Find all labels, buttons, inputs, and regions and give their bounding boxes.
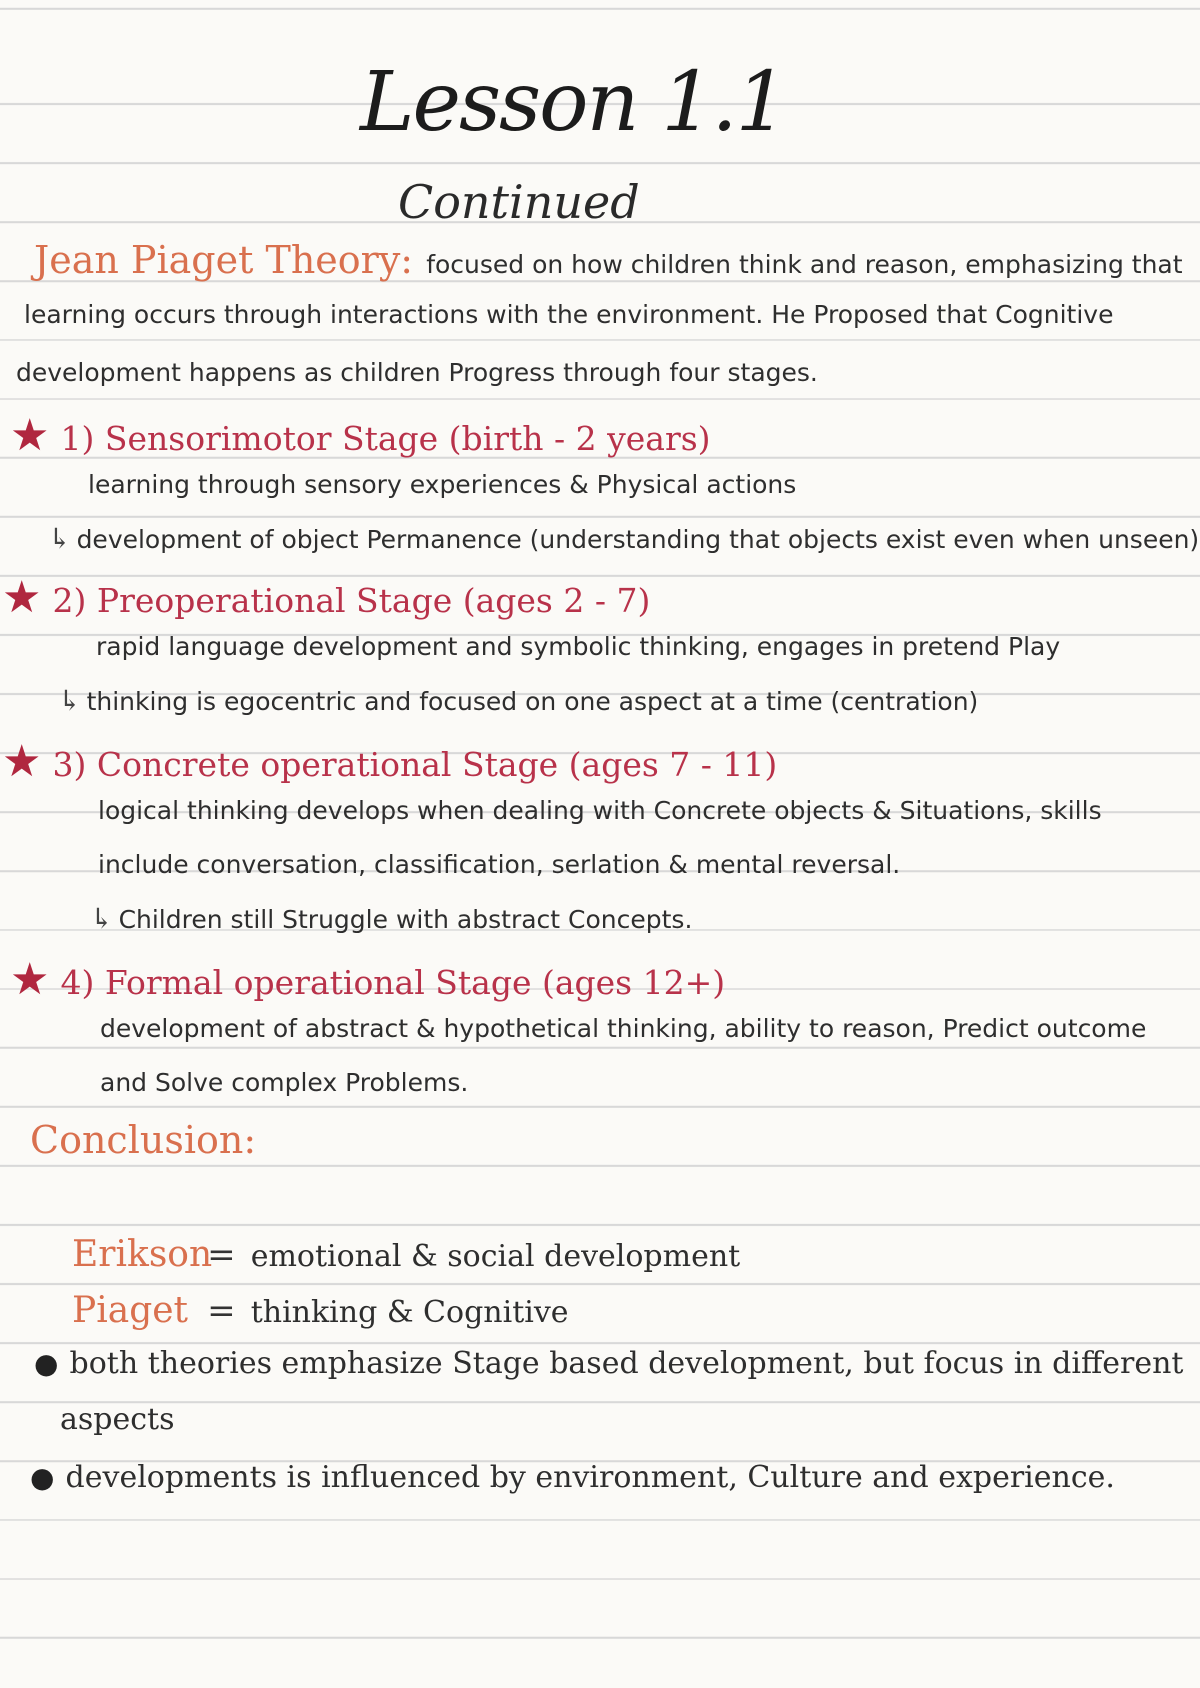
conclusion-bullet-1 <box>34 1346 1184 1381</box>
stage-4-line-1: development of abstract & hypothetical thinking, ability to reason, Predict outcome <box>100 1014 1147 1043</box>
page-title: Lesson 1.1 <box>360 55 786 150</box>
stage-1-heading-row <box>10 410 711 461</box>
stage-3-line-3-row <box>90 902 692 935</box>
stage-3-line-1: logical thinking develops when dealing with Concrete objects & Situations, skills <box>98 796 1102 825</box>
curved-arrow-icon: ↳ <box>48 522 72 555</box>
stage-3-heading-row <box>2 736 777 787</box>
stage-2-line-2: thinking is egocentric and focused on one aspect at a time (centration) <box>86 687 979 716</box>
stage-3-line-2: include conversation, classification, serlation & mental reversal. <box>98 850 901 879</box>
star-icon: ★ <box>2 736 42 787</box>
stage-1-line-1: learning through sensory experiences & Physical actions <box>88 470 797 499</box>
stage-2-line-1: rapid language development and symbolic thinking, engages in pretend Play <box>96 632 1061 661</box>
stage-1-line-2: development of object Permanence (understanding that objects exist even when unseen) <box>76 525 1200 554</box>
page-subtitle: Continued <box>398 175 640 229</box>
comparison-name: Piaget <box>72 1290 189 1331</box>
comparison-name: Erikson <box>72 1234 213 1275</box>
star-icon: ★ <box>2 572 42 623</box>
conclusion-bullet-1-continued: aspects <box>60 1402 175 1437</box>
conclusion-bullet-text: both theories emphasize Stage based development, but focus in different <box>69 1346 1184 1381</box>
comparison-value: emotional & social development <box>250 1239 741 1274</box>
conclusion-bullet-2 <box>30 1460 1115 1495</box>
curved-arrow-icon: ↳ <box>58 684 82 717</box>
theory-intro-line-1 <box>34 238 1183 282</box>
comparison-piaget <box>72 1290 569 1331</box>
theory-intro-text-1: focused on how children think and reason, emphasizing that <box>426 250 1183 279</box>
stage-4-line-2: and Solve complex Problems. <box>100 1068 469 1097</box>
stage-1-heading: 1) Sensorimotor Stage (birth - 2 years) <box>60 419 711 458</box>
stage-3-heading: 3) Concrete operational Stage (ages 7 - 11) <box>52 745 778 784</box>
conclusion-bullet-text: developments is influenced by environment, Culture and experience. <box>65 1460 1115 1495</box>
star-icon: ★ <box>10 410 50 461</box>
comparison-value: thinking & Cognitive <box>250 1295 569 1330</box>
bullet-icon: ● <box>34 1347 59 1380</box>
stage-4-heading-row <box>10 954 725 1005</box>
bullet-icon: ● <box>30 1461 55 1494</box>
star-icon: ★ <box>10 954 50 1005</box>
stage-4-heading: 4) Formal operational Stage (ages 12+) <box>60 963 726 1002</box>
comparison-erikson <box>72 1234 740 1275</box>
theory-intro-line-2: learning occurs through interactions with the environment. He Proposed that Cognitive <box>24 300 1114 329</box>
stage-2-heading: 2) Preoperational Stage (ages 2 - 7) <box>52 581 651 620</box>
stage-2-line-2-row <box>58 684 978 717</box>
theory-heading: Jean Piaget Theory: <box>34 238 414 282</box>
curved-arrow-icon: ↳ <box>90 902 114 935</box>
stage-3-line-3: Children still Struggle with abstract Concepts. <box>118 905 693 934</box>
equals-sign: = <box>207 1291 236 1331</box>
stage-2-heading-row <box>2 572 650 623</box>
stage-1-line-2-row <box>48 522 1199 555</box>
conclusion-heading: Conclusion: <box>30 1118 257 1162</box>
equals-sign: = <box>207 1235 236 1275</box>
theory-intro-line-3: development happens as children Progress through four stages. <box>16 358 818 387</box>
